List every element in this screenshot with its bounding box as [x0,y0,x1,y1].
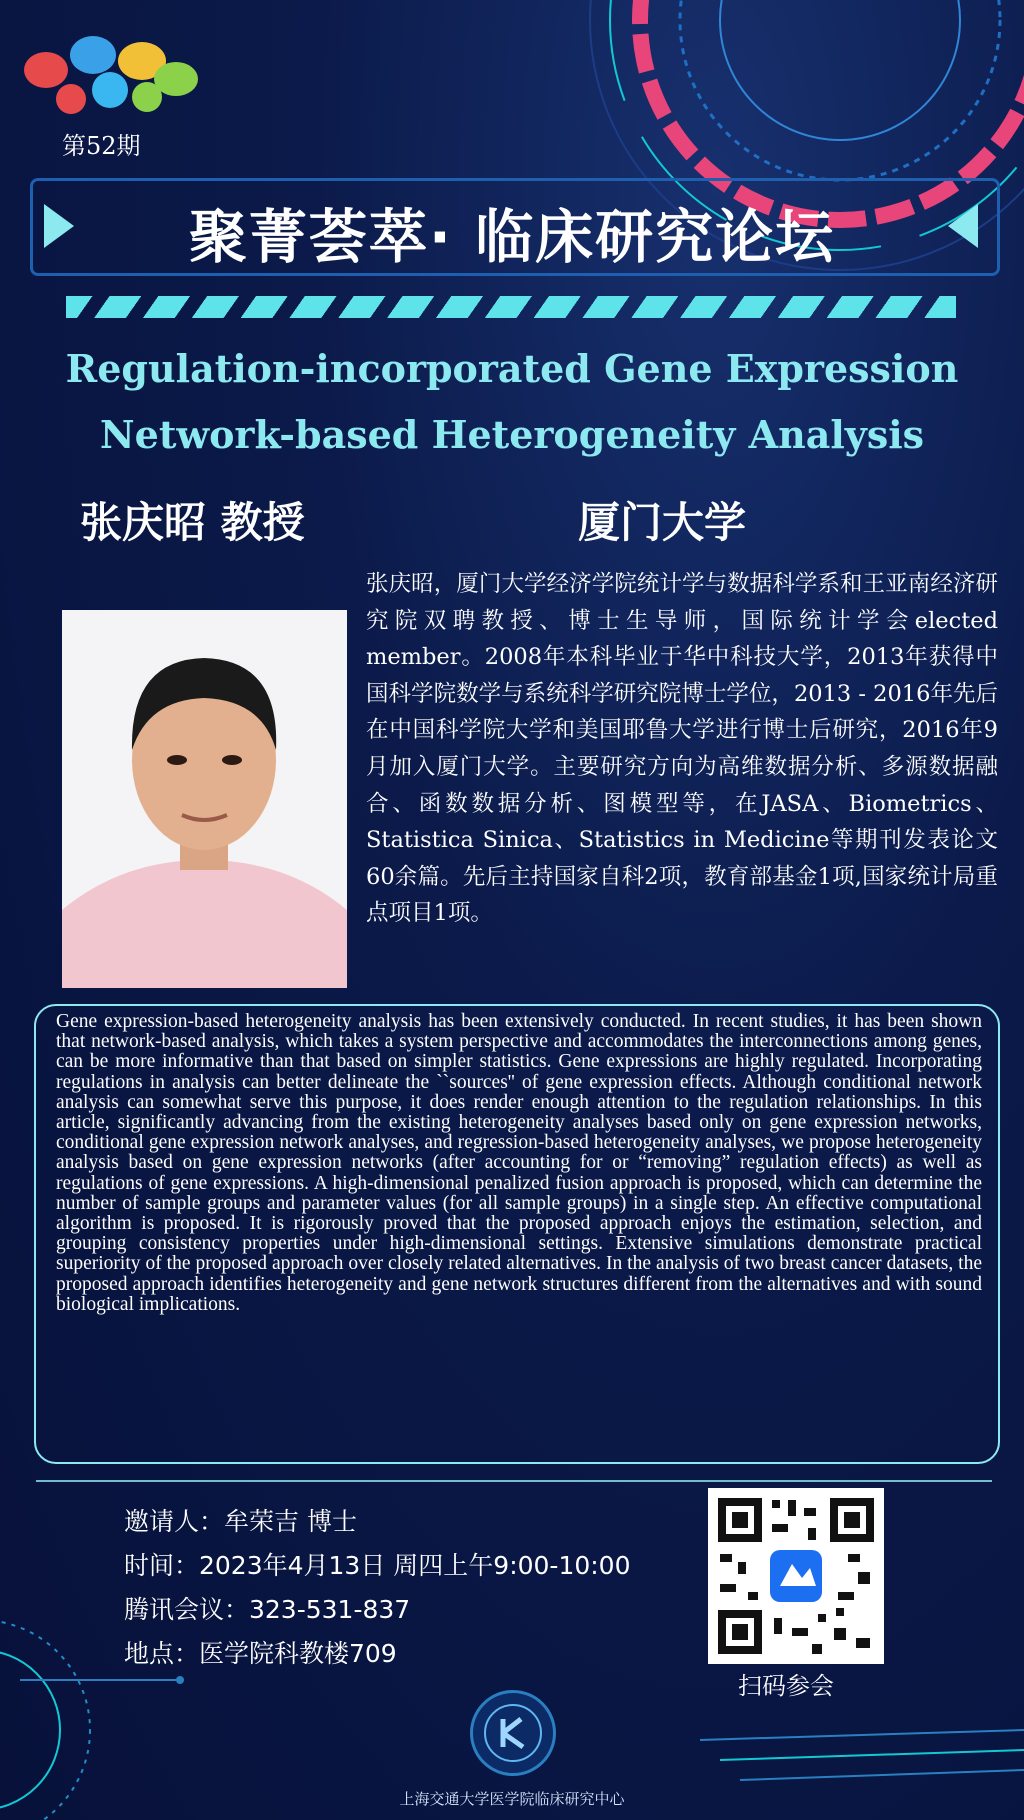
talk-title-line1: Regulation-incorporated Gene Expression [65,346,959,391]
forum-title: 聚菁荟萃· 临床研究论坛 [188,203,836,271]
tencent-meeting-id: 腾讯会议：323-531-837 [124,1595,411,1624]
qr-label: 扫码参会 [738,1672,834,1700]
talk-abstract: Gene expression-based heterogeneity analysis has been extensively conducted. In recent studies, it has been shown that network-based analysis, which takes a system perspective and accommodates the interconnections among genes, can be more informative than that based on simpler statistics. Gene expressions are highly regulated. Incorporating regulations in analysis can better delineate the ``sources'' of gene expression effects. Although conditional network analysis can somewhat serve this purpose, it does render enough attention to the regulation relationships. In this article, significantly advancing from the existing heterogeneity analyses based only on gene expression networks, conditional gene expression network analyses, and regression-based heterogeneity analyses, we propose heterogeneity analysis based on gene expression networks (after accounting for or “removing” regulation effects) as well as regulations of gene expressions. A high-dimensional penalized fusion approach is proposed, which can determine the number of sample groups and parameter values (for all sample groups) in a single step. An effective computational algorithm is proposed. It is rigorously proved that the proposed approach enjoys the estimation, selection, and grouping consistency properties under high-dimensional settings. Extensive simulations demonstrate practical superiority of the proposed approach over closely related alternatives. In the analysis of two breast cancer datasets, the proposed approach identifies heterogeneity and gene network structures different from the alternatives and with sound biological implications. [56,1011,982,1315]
decorative-circuit [0,1600,300,1820]
talk-title-line2: Network-based Heterogeneity Analysis [99,412,925,457]
inviter: 邀请人：牟荣吉 博士 [124,1507,357,1536]
event-location: 地点：医学院科教楼709 [124,1639,397,1668]
meeting-qr-code[interactable] [708,1488,884,1664]
event-time: 时间：2023年4月13日 周四上午9:00-10:00 [124,1551,631,1580]
organizer-name: 上海交通大学医学院临床研究中心 [399,1790,625,1808]
speaker-affiliation: 厦门大学 [578,498,747,547]
decorative-stripes [66,296,956,318]
org-emblem [470,1690,556,1776]
divider [36,1480,992,1482]
speaker-bio: 张庆昭，厦门大学经济学院统计学与数据科学系和王亚南经济研究院双聘教授、博士生导师，国际统计学会elected member。2008年本科毕业于华中科技大学，2013年获得中国科学院数学与系统科学研究院博士学位，2013 - 2016年先后在中国科学院大学和美国耶鲁大学进行博士后研究，2016年9月加入厦门大学。主要研究方向为高维数据分析、多源数据融合、函数数据分析、图模型等，在JASA、Biometrics、Statistica Sinica、Statistics in Medicine等期刊发表论文60余篇。先后主持国家自科2项，教育部基金1项,国家统计局重点项目1项。 [366,571,998,927]
speaker-photo [62,610,347,988]
issue-number: 第52期 [62,132,141,160]
speaker-name: 张庆昭 教授 [80,498,305,547]
